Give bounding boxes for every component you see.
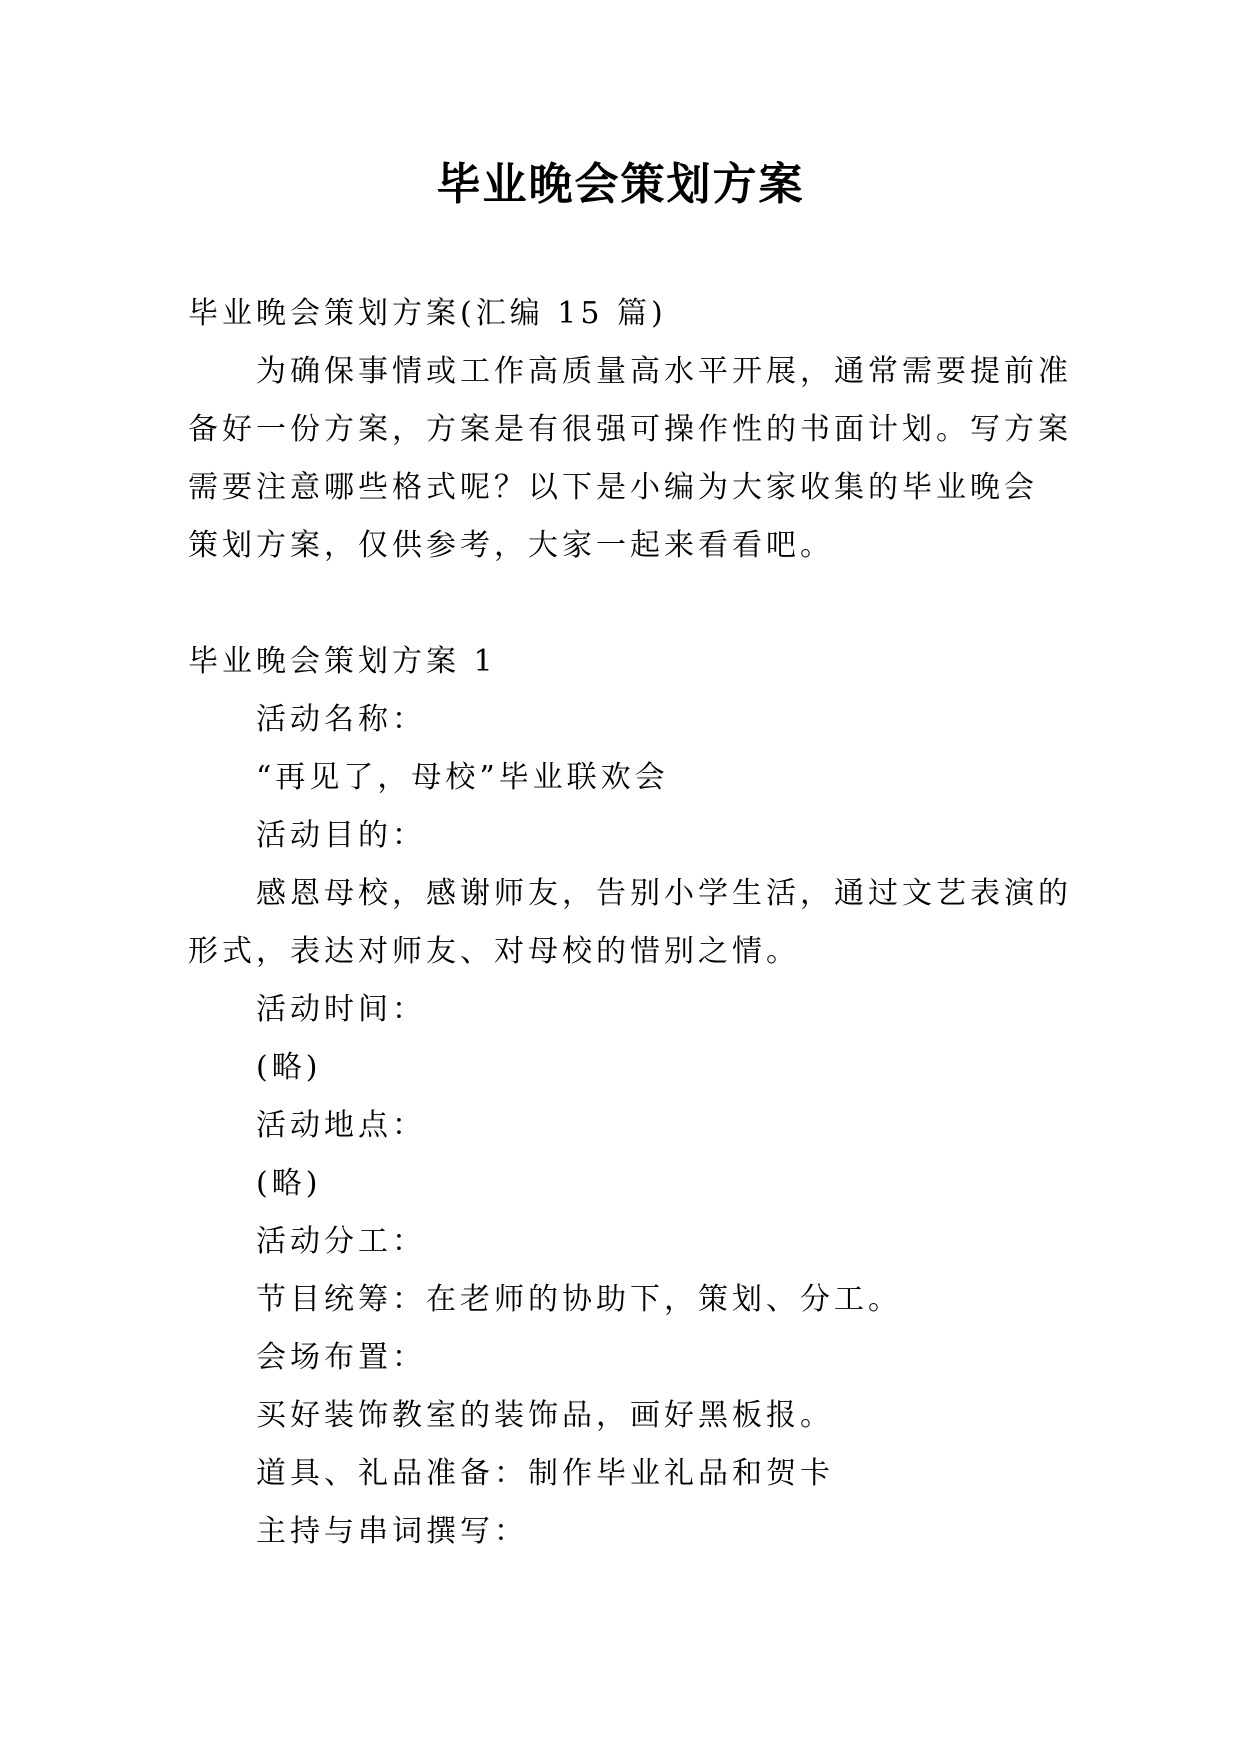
paragraph-gap xyxy=(188,575,1058,633)
section-line: 节目统筹：在老师的协助下，策划、分工。 xyxy=(256,1282,902,1317)
section-line: 活动名称： xyxy=(256,702,426,737)
intro-line: 需要注意哪些格式呢？以下是小编为大家收集的毕业晚会 xyxy=(188,470,1038,505)
section-line: “再见了，母校”毕业联欢会 xyxy=(256,760,669,795)
section-line: 道具、礼品准备：制作毕业礼品和贺卡 xyxy=(256,1456,834,1491)
section-line: (略) xyxy=(256,1166,322,1201)
collection-subtitle: 毕业晚会策划方案(汇编 15 篇) xyxy=(188,296,667,331)
section-line: 活动时间： xyxy=(256,992,426,1027)
section-line: (略) xyxy=(256,1050,322,1085)
section-line: 会场布置： xyxy=(256,1340,426,1375)
page-title: 毕业晚会策划方案 xyxy=(436,159,805,210)
intro-line: 为确保事情或工作高质量高水平开展，通常需要提前准 xyxy=(256,354,1072,389)
section-content xyxy=(188,691,1072,1561)
section-line: 买好装饰教室的装饰品，画好黑板报。 xyxy=(256,1398,834,1433)
section-line: 形式，表达对师友、对母校的惜别之情。 xyxy=(188,934,800,969)
section-heading: 毕业晚会策划方案 1 xyxy=(188,644,497,679)
section-line: 活动目的： xyxy=(256,818,426,853)
section-line: 主持与串词撰写： xyxy=(256,1514,528,1549)
section-line: 活动分工： xyxy=(256,1224,426,1259)
document-body xyxy=(188,285,1072,1561)
intro-line: 备好一份方案，方案是有很强可操作性的书面计划。写方案 xyxy=(188,412,1072,447)
section-line: 活动地点： xyxy=(256,1108,426,1143)
intro-line: 策划方案，仅供参考，大家一起来看看吧。 xyxy=(188,528,834,563)
section-line: 感恩母校，感谢师友，告别小学生活，通过文艺表演的 xyxy=(256,876,1072,911)
